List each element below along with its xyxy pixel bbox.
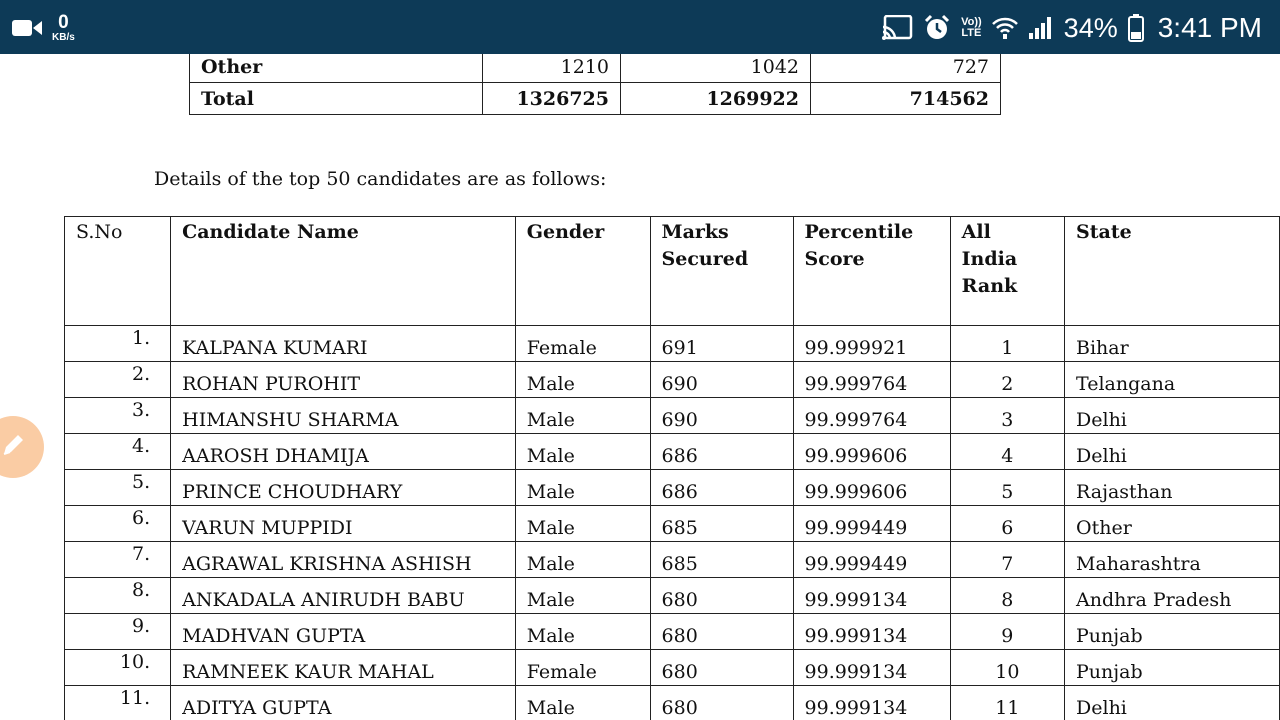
header-gender: Gender bbox=[515, 217, 650, 326]
header-rank-line1: All bbox=[961, 221, 991, 243]
candidates-table bbox=[64, 216, 1280, 720]
cast-icon bbox=[881, 15, 913, 41]
summary-cell: 1269922 bbox=[621, 83, 811, 115]
cell-candidate-name: ADITYA GUPTA bbox=[171, 686, 516, 720]
net-speed-unit: KB/s bbox=[52, 32, 75, 43]
table-row bbox=[65, 434, 1280, 470]
cell-gender: Male bbox=[515, 686, 650, 720]
cell-marks: 691 bbox=[650, 326, 793, 362]
clock: 3:41 PM bbox=[1157, 12, 1262, 43]
summary-cell: 1326725 bbox=[483, 83, 621, 115]
cell-sno: 9. bbox=[65, 614, 171, 650]
header-rank bbox=[950, 217, 1064, 326]
status-bar bbox=[0, 0, 1280, 54]
cell-state: Delhi bbox=[1065, 434, 1280, 470]
cell-candidate-name: ROHAN PUROHIT bbox=[171, 362, 516, 398]
pen-floating-button[interactable] bbox=[0, 416, 44, 478]
signal-icon bbox=[1028, 16, 1054, 40]
cell-percentile: 99.999134 bbox=[793, 578, 950, 614]
wifi-icon bbox=[992, 16, 1018, 40]
cell-marks: 680 bbox=[650, 614, 793, 650]
cell-sno: 2. bbox=[65, 362, 171, 398]
cell-gender: Male bbox=[515, 362, 650, 398]
cell-state: Maharashtra bbox=[1065, 542, 1280, 578]
cell-percentile: 99.999449 bbox=[793, 542, 950, 578]
header-percentile-line2: Score bbox=[804, 248, 865, 270]
battery-percent: 34% bbox=[1063, 12, 1118, 43]
cell-state: Rajasthan bbox=[1065, 470, 1280, 506]
cell-state: Punjab bbox=[1065, 650, 1280, 686]
cell-gender: Male bbox=[515, 434, 650, 470]
cell-rank: 6 bbox=[950, 506, 1064, 542]
cell-percentile: 99.999764 bbox=[793, 362, 950, 398]
cell-percentile: 99.999606 bbox=[793, 470, 950, 506]
cell-rank: 4 bbox=[950, 434, 1064, 470]
volte-top-label: Vo)) bbox=[961, 16, 982, 28]
summary-cell: 714562 bbox=[811, 83, 1001, 115]
cell-marks: 680 bbox=[650, 686, 793, 720]
cell-candidate-name: ANKADALA ANIRUDH BABU bbox=[171, 578, 516, 614]
document-page[interactable] bbox=[0, 54, 1280, 720]
table-row bbox=[65, 578, 1280, 614]
cell-rank: 5 bbox=[950, 470, 1064, 506]
table-row bbox=[65, 686, 1280, 720]
summary-cell: 1210 bbox=[483, 54, 621, 83]
cell-state: Delhi bbox=[1065, 686, 1280, 720]
table-row bbox=[190, 54, 1001, 83]
cell-state: Telangana bbox=[1065, 362, 1280, 398]
header-state: State bbox=[1065, 217, 1280, 326]
cell-candidate-name: KALPANA KUMARI bbox=[171, 326, 516, 362]
volte-indicator bbox=[961, 17, 982, 39]
summary-table bbox=[189, 54, 1001, 115]
summary-row-label: Other bbox=[190, 54, 483, 83]
status-bar-left bbox=[12, 8, 75, 48]
cell-rank: 10 bbox=[950, 650, 1064, 686]
table-row bbox=[65, 398, 1280, 434]
cell-marks: 690 bbox=[650, 362, 793, 398]
cell-candidate-name: PRINCE CHOUDHARY bbox=[171, 470, 516, 506]
cell-sno: 8. bbox=[65, 578, 171, 614]
cell-candidate-name: HIMANSHU SHARMA bbox=[171, 398, 516, 434]
header-marks-line1: Marks bbox=[661, 221, 729, 243]
header-sno: S.No bbox=[65, 217, 171, 326]
summary-cell: 1042 bbox=[621, 54, 811, 83]
cell-marks: 680 bbox=[650, 650, 793, 686]
cell-marks: 680 bbox=[650, 578, 793, 614]
header-marks bbox=[650, 217, 793, 326]
cell-gender: Male bbox=[515, 542, 650, 578]
table-row bbox=[65, 542, 1280, 578]
cell-sno: 4. bbox=[65, 434, 171, 470]
cell-percentile: 99.999134 bbox=[793, 650, 950, 686]
cell-state: Delhi bbox=[1065, 398, 1280, 434]
cell-candidate-name: VARUN MUPPIDI bbox=[171, 506, 516, 542]
battery-icon bbox=[1128, 14, 1144, 42]
pen-icon bbox=[0, 432, 26, 462]
cell-rank: 3 bbox=[950, 398, 1064, 434]
cell-gender: Male bbox=[515, 614, 650, 650]
cell-gender: Male bbox=[515, 578, 650, 614]
video-camera-icon bbox=[12, 16, 46, 40]
header-percentile bbox=[793, 217, 950, 326]
table-row bbox=[190, 83, 1001, 115]
candidates-table-body bbox=[65, 326, 1280, 720]
cell-state: Other bbox=[1065, 506, 1280, 542]
cell-percentile: 99.999606 bbox=[793, 434, 950, 470]
cell-state: Andhra Pradesh bbox=[1065, 578, 1280, 614]
cell-marks: 685 bbox=[650, 506, 793, 542]
cell-rank: 2 bbox=[950, 362, 1064, 398]
cell-sno: 10. bbox=[65, 650, 171, 686]
cell-sno: 6. bbox=[65, 506, 171, 542]
table-row bbox=[65, 506, 1280, 542]
cell-marks: 685 bbox=[650, 542, 793, 578]
cell-rank: 8 bbox=[950, 578, 1064, 614]
table-row bbox=[65, 362, 1280, 398]
table-row bbox=[65, 614, 1280, 650]
cell-gender: Male bbox=[515, 398, 650, 434]
cell-gender: Male bbox=[515, 506, 650, 542]
header-rank-line3: Rank bbox=[961, 275, 1018, 297]
table-row bbox=[65, 470, 1280, 506]
status-bar-right bbox=[881, 6, 1262, 50]
intro-text: Details of the top 50 candidates are as follows: bbox=[154, 168, 607, 190]
table-row bbox=[65, 326, 1280, 362]
cell-candidate-name: RAMNEEK KAUR MAHAL bbox=[171, 650, 516, 686]
net-speed-value: 0 bbox=[58, 12, 69, 33]
cell-marks: 690 bbox=[650, 398, 793, 434]
summary-row-label: Total bbox=[190, 83, 483, 115]
table-row bbox=[65, 650, 1280, 686]
cell-sno: 7. bbox=[65, 542, 171, 578]
cell-percentile: 99.999764 bbox=[793, 398, 950, 434]
cell-percentile: 99.999921 bbox=[793, 326, 950, 362]
header-percentile-line1: Percentile bbox=[804, 221, 914, 243]
cell-rank: 1 bbox=[950, 326, 1064, 362]
cell-rank: 7 bbox=[950, 542, 1064, 578]
cell-state: Bihar bbox=[1065, 326, 1280, 362]
cell-sno: 1. bbox=[65, 326, 171, 362]
cell-percentile: 99.999134 bbox=[793, 686, 950, 720]
cell-sno: 3. bbox=[65, 398, 171, 434]
net-speed bbox=[52, 13, 75, 43]
cell-candidate-name: MADHVAN GUPTA bbox=[171, 614, 516, 650]
cell-rank: 9 bbox=[950, 614, 1064, 650]
header-candidate-name: Candidate Name bbox=[171, 217, 516, 326]
cell-sno: 5. bbox=[65, 470, 171, 506]
summary-cell: 727 bbox=[811, 54, 1001, 83]
header-rank-line2: India bbox=[961, 248, 1018, 270]
cell-marks: 686 bbox=[650, 434, 793, 470]
cell-marks: 686 bbox=[650, 470, 793, 506]
cell-gender: Female bbox=[515, 650, 650, 686]
cell-candidate-name: AGRAWAL KRISHNA ASHISH bbox=[171, 542, 516, 578]
cell-percentile: 99.999134 bbox=[793, 614, 950, 650]
cell-gender: Male bbox=[515, 470, 650, 506]
cell-percentile: 99.999449 bbox=[793, 506, 950, 542]
volte-bottom-label: LTE bbox=[961, 27, 982, 39]
cell-gender: Female bbox=[515, 326, 650, 362]
cell-rank: 11 bbox=[950, 686, 1064, 720]
header-marks-line2: Secured bbox=[661, 248, 749, 270]
alarm-icon bbox=[923, 14, 951, 42]
cell-state: Punjab bbox=[1065, 614, 1280, 650]
cell-candidate-name: AAROSH DHAMIJA bbox=[171, 434, 516, 470]
cell-sno: 11. bbox=[65, 686, 171, 720]
header-row bbox=[65, 217, 1280, 326]
